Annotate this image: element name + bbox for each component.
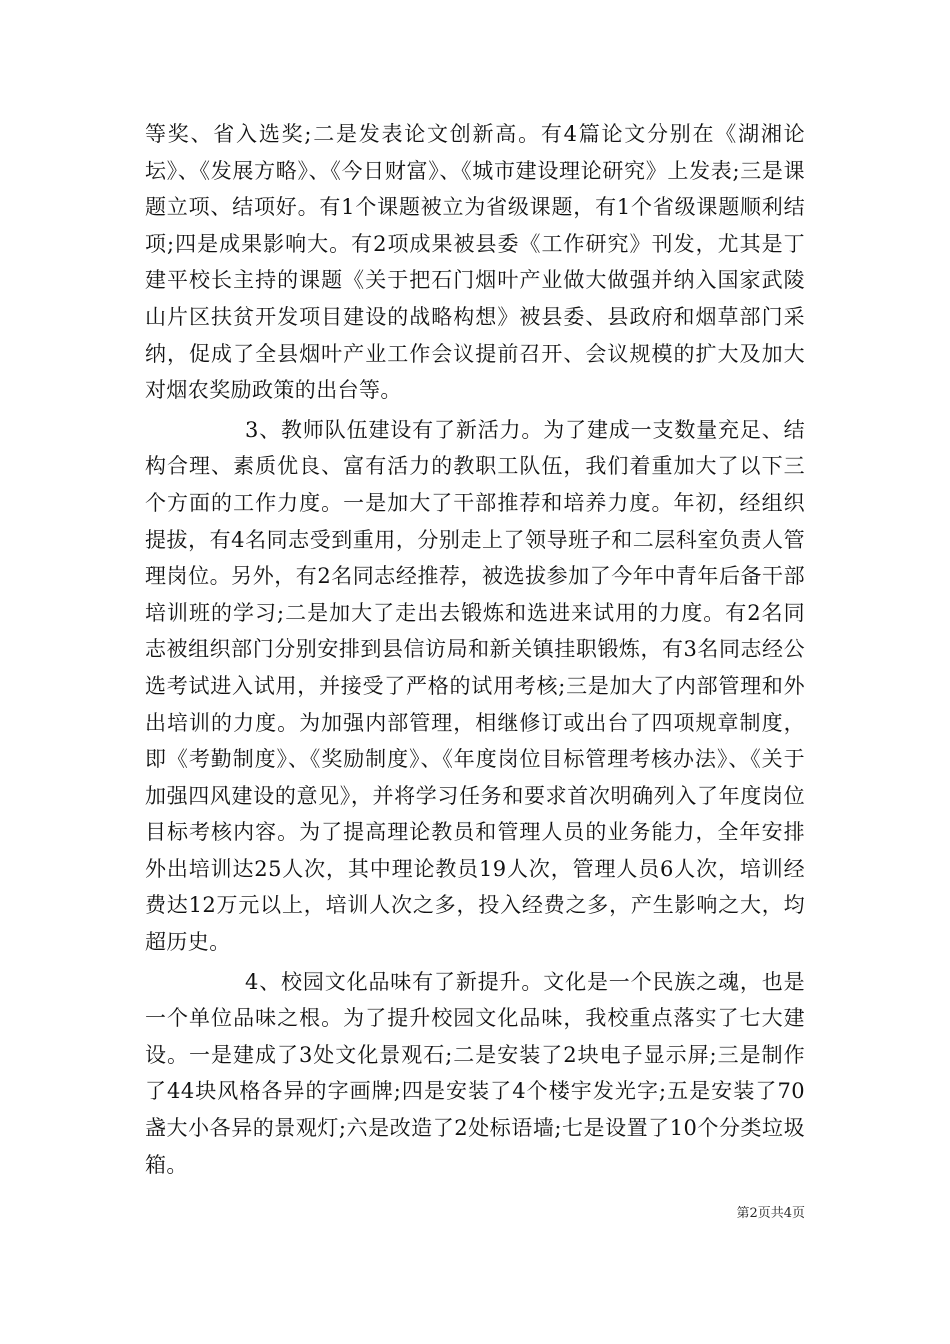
paragraph-research-results: 等奖、省入选奖;二是发表论文创新高。有4篇论文分别在《湖湘论坛》、《发展方略》、《今日财富》、《城市建设理论研究》上发表;三是课题立项、结项好。有1个课题被立为省级课题，有1个省级课题顺利结项;四是成果影响大。有2项成果被县委《工作研究》刊发，尤其是丁建平校长主持的课题《关于把石门烟叶产业做大做强并纳入国家武陵山片区扶贫开发项目建设的战略构想》被县委、县政府和烟草部门采纳，促成了全县烟叶产业工作会议提前召开、会议规模的扩大及加大对烟农奖励政策的出台等。 xyxy=(145,122,805,403)
page-number-footer: 第2页共4页 xyxy=(736,1206,805,1221)
paragraph-teacher-team: 3、教师队伍建设有了新活力。为了建成一支数量充足、结构合理、素质优良、富有活力的教职工队伍，我们着重加大了以下三个方面的工作力度。一是加大了干部推荐和培养力度。年初，经组织提拔，有4名同志受到重用，分别走上了领导班子和二层科室负责人管理岗位。另外，有2名同志经推荐，被选拔参加了今年中青年后备干部培训班的学习;二是加大了走出去锻炼和选进来试用的力度。有2名同志被组织部门分别安排到县信访局和新关镇挂职锻炼，有3名同志经公选考试进入试用，并接受了严格的试用考核;三是加大了内部管理和外出培训的力度。为加强内部管理，相继修订或出台了四项规章制度，即《考勤制度》、《奖励制度》、《年度岗位目标管理考核办法》、《关于加强四风建设的意见》，并将学习任务和要求首次明确列入了年度岗位目标考核内容。为了提高理论教员和管理人员的业务能力，全年安排外出培训达25人次，其中理论教员19人次，管理人员6人次，培训经费达12万元以上，培训人次之多，投入经费之多，产生影响之大，均超历史。 xyxy=(145,417,805,955)
paragraph-campus-culture: 4、校园文化品味有了新提升。文化是一个民族之魂，也是一个单位品味之根。为了提升校园文化品味，我校重点落实了七大建设。一是建成了3处文化景观石;二是安装了2块电子显示屏;三是制作了44块风格各异的字画牌;四是安装了4个楼宇发光字;五是安装了70盏大小各异的景观灯;六是改造了2处标语墙;七是设置了10个分类垃圾箱。 xyxy=(145,969,805,1177)
document-body xyxy=(145,116,805,1183)
